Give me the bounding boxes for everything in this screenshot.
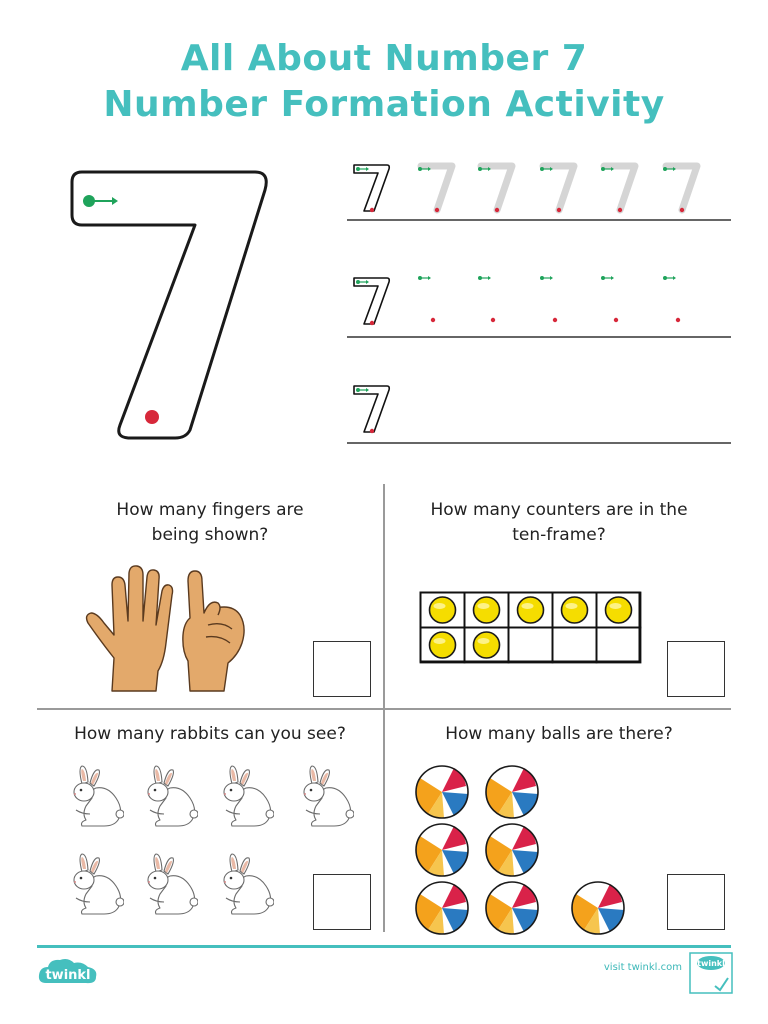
trace-seven	[543, 166, 574, 210]
beach-ball-icon	[486, 882, 538, 934]
beach-ball-icon	[416, 824, 468, 876]
page-title-line2: Number Formation Activity	[103, 84, 665, 125]
beach-ball-icon	[416, 882, 468, 934]
counter-icon	[474, 597, 500, 623]
horizontal-divider	[37, 708, 731, 710]
tracing-rows	[345, 155, 735, 450]
question-rabbits: How many rabbits can you see?	[74, 724, 346, 744]
footer-rule	[37, 945, 731, 948]
trace-seven	[481, 166, 512, 210]
trace-seven	[604, 166, 635, 210]
rabbit-icon	[148, 766, 198, 826]
answer-box-rabbits[interactable]	[313, 874, 371, 930]
beach-ball-icon	[416, 766, 468, 818]
end-dot-icon	[557, 208, 561, 212]
balls-group	[412, 762, 632, 937]
start-arrow-icon	[478, 276, 491, 280]
question-counters: How many counters are in the ten-frame?	[430, 500, 688, 545]
rabbit-icon	[148, 854, 198, 914]
beach-ball-icon	[572, 882, 624, 934]
rabbit-icon	[74, 766, 124, 826]
question-fingers: How many fingers are being shown?	[116, 500, 304, 545]
large-digit-seven	[60, 160, 290, 445]
end-dot-icon	[491, 318, 495, 322]
answer-box-fingers[interactable]	[313, 641, 371, 697]
end-dot-icon	[145, 410, 159, 424]
counter-icon	[606, 597, 632, 623]
end-dot-icon	[435, 208, 439, 212]
rabbit-icon	[224, 854, 274, 914]
end-dot-icon	[680, 208, 684, 212]
counter-icon	[430, 632, 456, 658]
start-arrow-icon	[663, 276, 676, 280]
trace-seven	[421, 166, 452, 210]
footer-visit[interactable]: visit twinkl.com	[603, 962, 682, 973]
end-dot-icon	[370, 429, 374, 433]
hand-icon	[82, 563, 252, 693]
trace-seven	[666, 166, 697, 210]
counter-icon	[430, 597, 456, 623]
rabbit-icon	[304, 766, 354, 826]
end-dot-icon	[676, 318, 680, 322]
counter-icon	[518, 597, 544, 623]
counter-icon	[474, 632, 500, 658]
end-dot-icon	[614, 318, 618, 322]
quality-badge-icon	[689, 952, 733, 994]
counter-icon	[562, 597, 588, 623]
model-seven	[354, 165, 389, 211]
end-dot-icon	[618, 208, 622, 212]
logo-text: twinkl	[45, 968, 91, 983]
end-dot-icon	[370, 321, 374, 325]
start-arrow-icon	[418, 276, 431, 280]
twinkl-logo-icon	[36, 955, 100, 989]
rabbit-icon	[74, 854, 124, 914]
end-dot-icon	[370, 208, 374, 212]
answer-box-balls[interactable]	[667, 874, 725, 930]
end-dot-icon	[431, 318, 435, 322]
end-dot-icon	[495, 208, 499, 212]
end-dot-icon	[553, 318, 557, 322]
model-seven	[354, 386, 389, 432]
start-arrow-icon	[540, 276, 553, 280]
rabbit-icon	[224, 766, 274, 826]
beach-ball-icon	[486, 824, 538, 876]
beach-ball-icon	[486, 766, 538, 818]
start-arrow-icon	[601, 276, 614, 280]
ten-frame	[419, 591, 643, 665]
page-title-line1: All About Number 7	[180, 38, 588, 79]
badge-text: twinkl	[697, 959, 725, 968]
question-balls: How many balls are there?	[445, 724, 673, 744]
model-seven	[354, 278, 389, 324]
answer-box-counters[interactable]	[667, 641, 725, 697]
